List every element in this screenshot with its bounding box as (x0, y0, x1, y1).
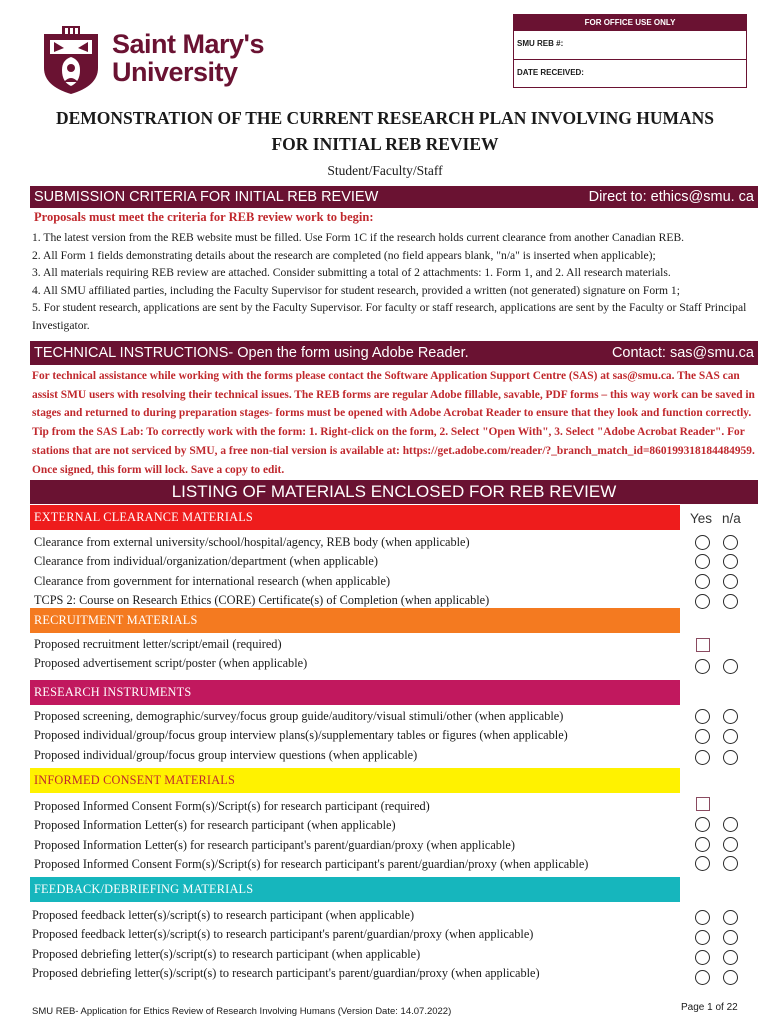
list-item: Proposed advertisement script/poster (when applicable) (34, 656, 308, 671)
technical-note: For technical assistance while working with the forms please contact the Software Application Support Centre (SAS) at sas@smu.ca. The SAS can assist SMU users with resolving their technical issues. The REB forms are regular Adobe fillable, savable, PDF forms – this way work can be saved in stages and returned to during preparation stages- forms must be opened with Adobe Acrobat Reader to ensure that they look and function correctly. Tip from the SAS Lab: To correctly work with the form: 1. Right-click on the form, 2. Select "Open With", 3. Select "Adobe Acrobat Reader". For stations that are not serviced by SMU, a free non-tial version is available at: https://get.adobe.com/reader/?_branch_match_id=860199318184484959. Once signed, this form will lock. Save a copy to edit. (32, 370, 755, 476)
external-clearance-1-yes-radio[interactable] (695, 535, 710, 550)
list-item: Proposed debriefing letter(s)/script(s) to research participant (when applicable) (32, 946, 421, 961)
criteria-item: 4. All SMU affiliated parties, including the Faculty Supervisor for student research, provided a written (not generated) signature on Form 1; (32, 283, 680, 297)
list-item: Proposed Information Letter(s) for research participant (when applicable) (34, 818, 396, 833)
criteria-item: 2. All Form 1 fields demonstrating details about the research are completed (no field appears blank, "n/a" is inserted when applicable); (32, 248, 656, 262)
list-item: Proposed recruitment letter/script/email (required) (34, 637, 282, 651)
submission-criteria-title: SUBMISSION CRITERIA FOR INITIAL REB REVIEW (34, 189, 379, 205)
informed-consent-items (34, 797, 694, 874)
feedback-1-na-radio[interactable] (723, 910, 738, 925)
section-feedback-debriefing: FEEDBACK/DEBRIEFING MATERIALS (30, 877, 680, 902)
external-clearance-4-na-radio[interactable] (723, 594, 738, 609)
informed-consent-4-na-radio[interactable] (723, 856, 738, 871)
university-logo (40, 22, 280, 102)
feedback-3-yes-radio[interactable] (695, 950, 710, 965)
document-subtitle: Student/Faculty/Staff (327, 163, 443, 178)
date-received-field[interactable]: DATE RECEIVED: (514, 59, 746, 87)
list-item: Proposed Information Letter(s) for research participant's parent/guardian/proxy (when applicable) (34, 837, 515, 852)
research-instruments-1-yes-radio[interactable] (695, 709, 710, 724)
listing-bar: LISTING OF MATERIALS ENCLOSED FOR REB REVIEW (30, 480, 758, 504)
external-clearance-1-na-radio[interactable] (723, 535, 738, 550)
smu-reb-number-field[interactable]: SMU REB #: (517, 39, 564, 48)
recruitment-2-yes-radio[interactable] (695, 659, 710, 674)
informed-consent-2-na-radio[interactable] (723, 817, 738, 832)
yes-column-header: Yes (690, 511, 713, 526)
list-item: Proposed feedback letter(s)/script(s) to research participant's parent/guardian/proxy (when applicable) (32, 927, 534, 942)
title-line-2: FOR INITIAL REB REVIEW (271, 134, 499, 154)
list-item: Proposed screening, demographic/survey/focus group guide/auditory/visual stimuli/other (when applicable) (34, 709, 564, 723)
section-recruitment: RECRUITMENT MATERIALS (30, 608, 680, 633)
document-title (0, 105, 770, 157)
external-clearance-4-yes-radio[interactable] (695, 594, 710, 609)
submission-criteria-bar (30, 186, 758, 208)
list-item: Clearance from individual/organization/department (when applicable) (34, 554, 378, 569)
crest-icon (40, 24, 102, 96)
research-instruments-3-na-radio[interactable] (723, 750, 738, 765)
list-item: Proposed debriefing letter(s)/script(s) to research participant's parent/guardian/proxy (when applicable) (32, 965, 540, 980)
na-column-header: n/a (722, 511, 741, 526)
external-clearance-2-yes-radio[interactable] (695, 554, 710, 569)
criteria-item: 1. The latest version from the REB website must be filled. Use Form 1C if the research holds current clearance from another Canadian REB. (32, 231, 685, 244)
list-item: Proposed individual/group/focus group interview questions (when applicable) (34, 747, 418, 762)
informed-consent-3-yes-radio[interactable] (695, 837, 710, 852)
feedback-4-yes-radio[interactable] (695, 970, 710, 985)
criteria-item: 5. For student research, applications are sent by the Faculty Supervisor. For faculty or staff research, applications are sent by the Faculty or Staff Principal Investigator. (32, 301, 747, 332)
external-clearance-3-na-radio[interactable] (723, 574, 738, 589)
technical-contact: Contact: sas@smu.ca (611, 345, 754, 361)
list-item: TCPS 2: Course on Research Ethics (CORE) Certificate(s) of Completion (when applicable) (34, 592, 490, 607)
recruitment-1-checkbox[interactable] (696, 638, 710, 652)
section-external-clearance: EXTERNAL CLEARANCE MATERIALS (30, 505, 680, 530)
feedback-2-yes-radio[interactable] (695, 930, 710, 945)
office-use-box (513, 14, 747, 88)
logo-line-2: University (112, 57, 238, 87)
title-line-1: DEMONSTRATION OF THE CURRENT RESEARCH PLAN INVOLVING HUMANS (55, 108, 715, 128)
external-clearance-3-yes-radio[interactable] (695, 574, 710, 589)
recruitment-2-na-radio[interactable] (723, 659, 738, 674)
feedback-2-na-radio[interactable] (723, 930, 738, 945)
research-instruments-2-yes-radio[interactable] (695, 729, 710, 744)
feedback-4-na-radio[interactable] (723, 970, 738, 985)
list-item: Clearance from external university/school/hospital/agency, REB body (when applicable) (34, 535, 470, 549)
technical-instructions-bar (30, 341, 758, 365)
list-item: Proposed Informed Consent Form(s)/Script(s) for research participant (required) (34, 799, 430, 813)
research-instruments-1-na-radio[interactable] (723, 709, 738, 724)
list-item: Proposed Informed Consent Form(s)/Script(s) for research participant's parent/guardian/proxy (when applicable) (34, 856, 589, 871)
list-item: Proposed individual/group/focus group interview plans(s)/supplementary tables or figures (when applicable) (34, 728, 568, 743)
section-research-instruments: RESEARCH INSTRUMENTS (30, 680, 680, 705)
research-instruments-3-yes-radio[interactable] (695, 750, 710, 765)
criteria-item: 3. All materials requiring REB review are attached. Consider submitting a total of 2 attachments: 1. Form 1, and 2. All research materials. (32, 266, 671, 279)
informed-consent-4-yes-radio[interactable] (695, 856, 710, 871)
logo-line-1: Saint Mary's (112, 29, 264, 59)
feedback-3-na-radio[interactable] (723, 950, 738, 965)
section-informed-consent: INFORMED CONSENT MATERIALS (30, 768, 680, 793)
recruitment-items (34, 635, 694, 674)
research-instruments-items (34, 707, 694, 765)
criteria-list (32, 229, 760, 334)
page-number: Page 1 of 22 (681, 1002, 738, 1013)
office-use-header: FOR OFFICE USE ONLY (514, 15, 746, 31)
informed-consent-3-na-radio[interactable] (723, 837, 738, 852)
informed-consent-1-checkbox[interactable] (696, 797, 710, 811)
informed-consent-2-yes-radio[interactable] (695, 817, 710, 832)
list-item: Proposed feedback letter(s)/script(s) to research participant (when applicable) (32, 908, 415, 922)
footer-version: SMU REB- Application for Ethics Review of Research Involving Humans (Version Date: 14.07.2022) (32, 1006, 452, 1017)
external-clearance-2-na-radio[interactable] (723, 554, 738, 569)
submission-note: Proposals must meet the criteria for REB review work to begin: (34, 210, 374, 224)
external-clearance-items (34, 533, 694, 610)
list-item: Clearance from government for international research (when applicable) (34, 573, 391, 588)
feedback-debriefing-items (32, 906, 692, 983)
research-instruments-2-na-radio[interactable] (723, 729, 738, 744)
submission-contact: Direct to: ethics@smu. ca (588, 189, 754, 205)
feedback-1-yes-radio[interactable] (695, 910, 710, 925)
technical-instructions-title: TECHNICAL INSTRUCTIONS- Open the form using Adobe Reader. (34, 345, 469, 361)
